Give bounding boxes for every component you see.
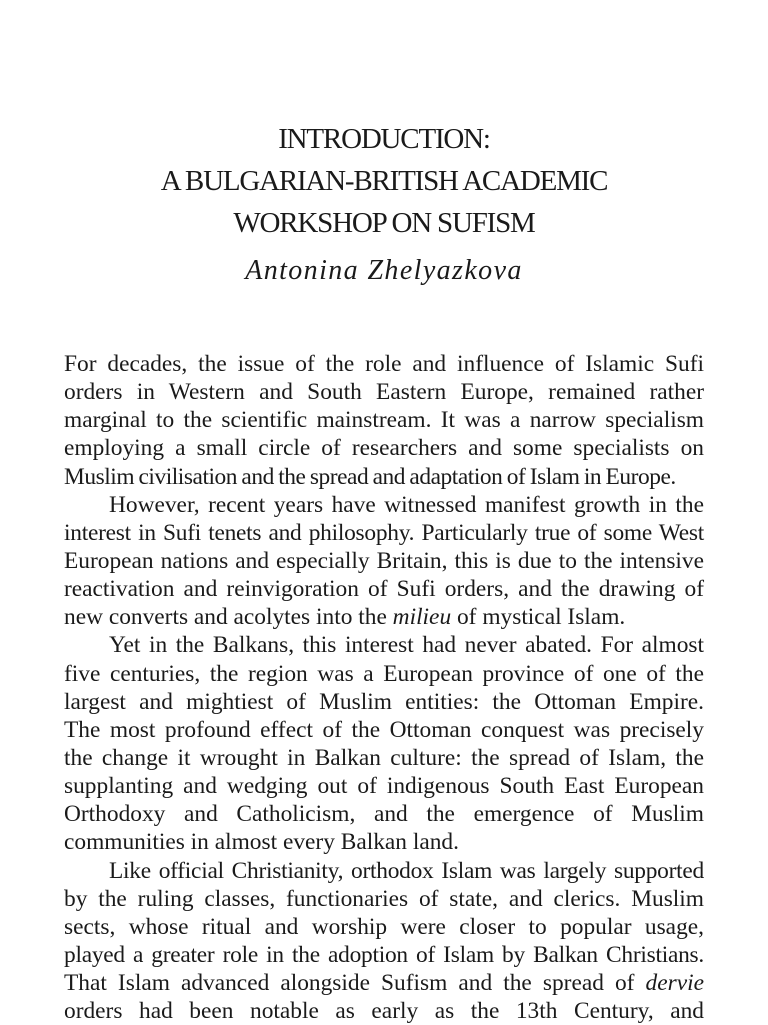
text-segment: new converts and acolytes into the	[64, 604, 393, 631]
text-line: For decades, the issue of the role and influence of Islamic Sufi	[64, 351, 704, 377]
text-line: by the ruling classes, functionaries of state, and clerics. Muslim	[64, 885, 704, 912]
text-line: interest in Sufi tenets and philosophy. Particularly true of some West	[64, 519, 704, 546]
author-name: Antonina Zhelyazkova	[245, 255, 523, 286]
text-line: communities in almost every Balkan land.	[64, 829, 459, 856]
text-line: Yet in the Balkans, this interest had never abated. For almost	[109, 632, 704, 659]
body-text	[64, 350, 704, 1025]
text-line: employing a small circle of researchers and some specialists on	[64, 435, 704, 462]
text-line: played a greater role in the adoption of Islam by Balkan Christians.	[64, 941, 704, 968]
text-line: Orthodoxy and Catholicism, and the emergence of Muslim	[64, 801, 704, 828]
text-line: However, recent years have witnessed manifest growth in the	[109, 491, 704, 518]
text-line: Like official Christianity, orthodox Islam was largely supported	[109, 857, 704, 884]
text-line: sects, whose ritual and worship were closer to popular usage,	[64, 913, 704, 940]
italic-term: milieu	[392, 604, 452, 631]
title-line-1: INTRODUCTION:	[278, 123, 490, 155]
title-line-2: A BULGARIAN-BRITISH ACADEMIC	[160, 165, 608, 197]
text-line: orders had been notable as early as the 13th Century, and	[64, 998, 704, 1025]
text-line: orders in Western and South Eastern Europe, remained rather	[64, 379, 704, 406]
title-line-3: WORKSHOP ON SUFISM	[233, 207, 535, 239]
text-line: supplanting and wedging out of indigenous South East European	[64, 773, 704, 800]
chapter-title	[0, 118, 768, 244]
italic-term: dervie	[645, 970, 704, 997]
text-line: reactivation and reinvigoration of Sufi orders, and the drawing of	[64, 576, 704, 603]
text-line: Muslim civilisation and the spread and adaptation of Islam in Europe.	[64, 463, 676, 490]
text-line: The most profound effect of the Ottoman conquest was precisely	[64, 716, 704, 743]
text-line	[64, 603, 704, 631]
text-segment: of mystical Islam.	[451, 604, 626, 631]
text-line: marginal to the scientific mainstream. It was a narrow specialism	[64, 407, 704, 434]
text-line: European nations and especially Britain, this is due to the intensive	[64, 547, 704, 574]
text-line	[64, 969, 704, 997]
text-line: five centuries, the region was a European province of one of the	[64, 660, 704, 687]
text-segment: That Islam advanced alongside Sufism and the spread of	[64, 970, 646, 997]
text-line: largest and mightiest of Muslim entities: the Ottoman Empire.	[64, 688, 704, 715]
text-line: the change it wrought in Balkan culture: the spread of Islam, the	[64, 744, 704, 771]
